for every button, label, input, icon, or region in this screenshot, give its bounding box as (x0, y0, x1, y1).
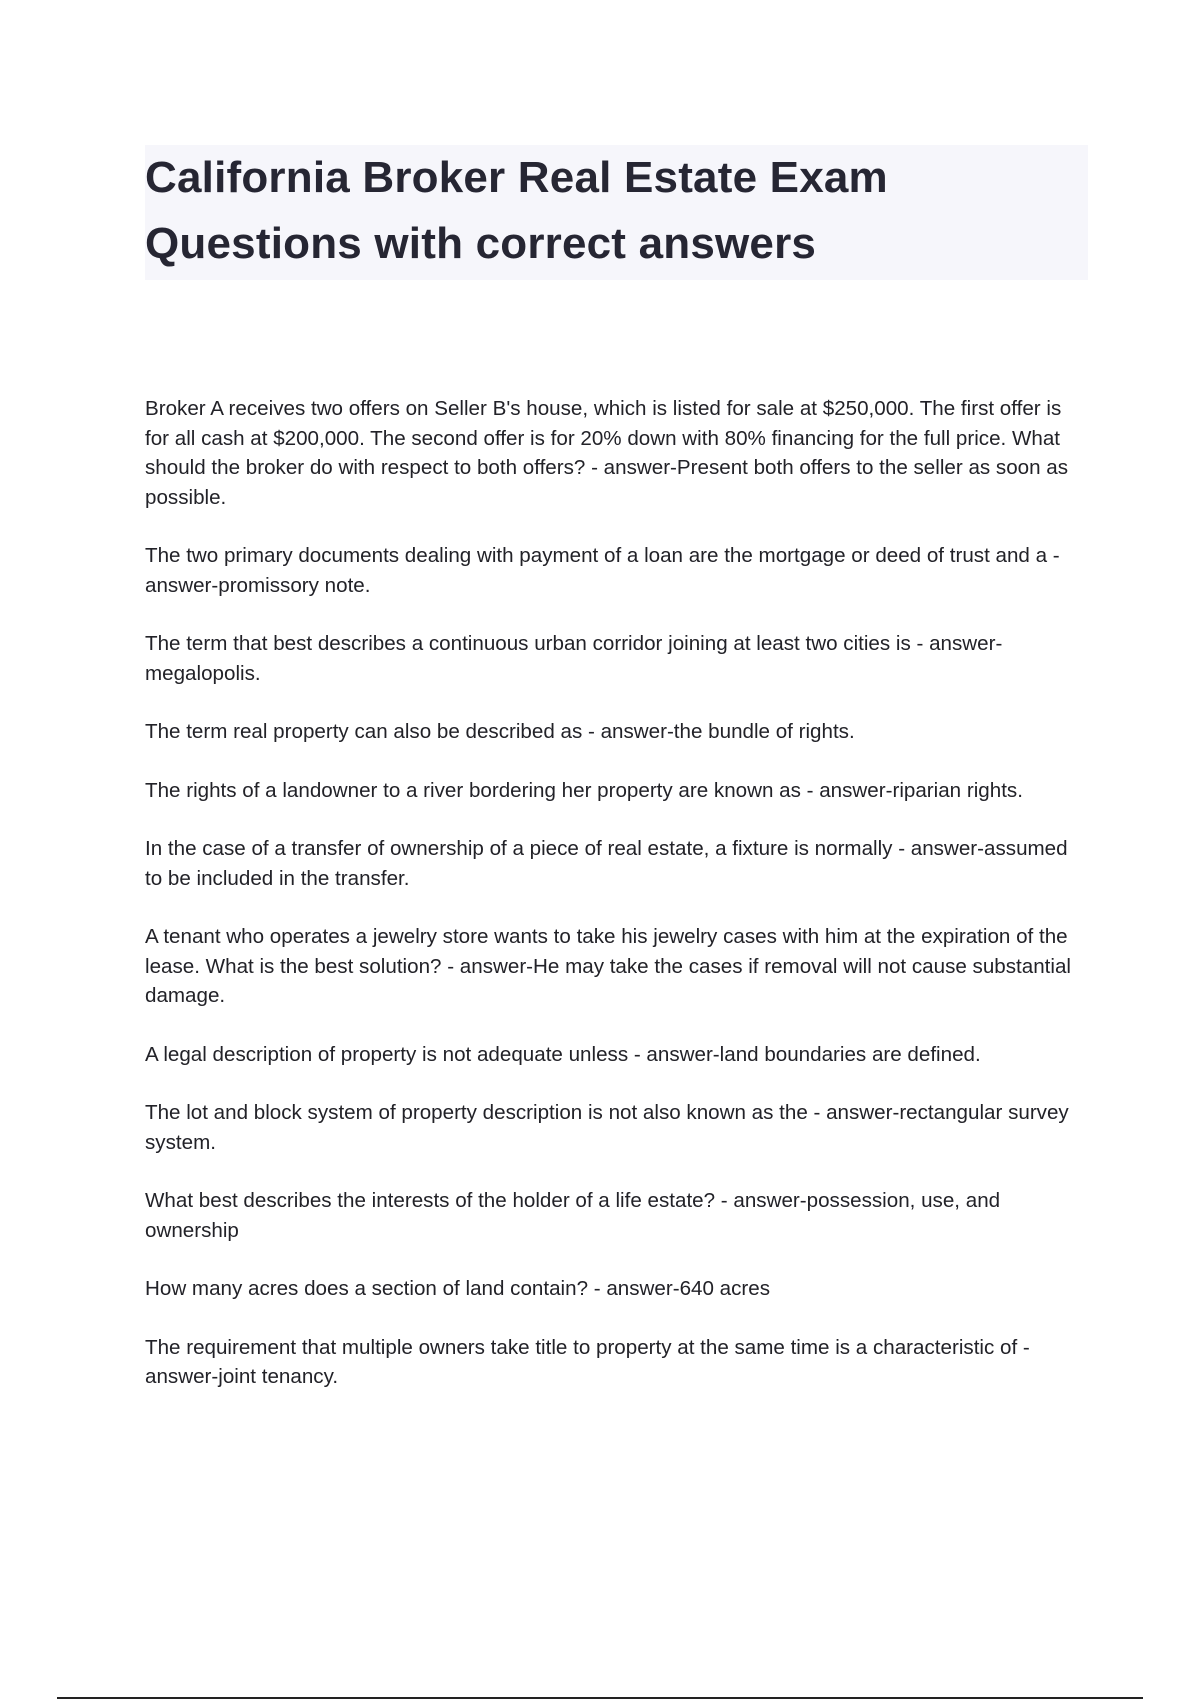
qa-item: The rights of a landowner to a river bordering her property are known as - answer-riparian rights. (145, 778, 1023, 802)
qa-item: How many acres does a section of land contain? - answer-640 acres (145, 1277, 771, 1300)
page-divider (57, 1697, 1143, 1699)
qa-list (145, 394, 1090, 1421)
qa-item: Broker A receives two offers on Seller B's house, which is listed for sale at $250,000. The first offer is for all cash at $200,000. The second offer is for 20% down with 80% financing for the full price. What should the broker do with respect to both offers? - answer-Present both offers to the seller as soon as possible. (145, 397, 1069, 509)
qa-item: The requirement that multiple owners take title to property at the same time is a characteristic of - answer-joint tenancy. (145, 1335, 1030, 1388)
title-block (145, 145, 1088, 280)
page-title: California Broker Real Estate Exam Questions with correct answers (145, 153, 888, 268)
qa-item: In the case of a transfer of ownership of a piece of real estate, a fixture is normally - answer-assumed to be included in the transfer. (145, 837, 1068, 890)
qa-item: The lot and block system of property description is not also known as the - answer-rectangular survey system. (145, 1101, 1069, 1154)
qa-item: The term that best describes a continuous urban corridor joining at least two cities is - answer-megalopolis. (145, 632, 1003, 685)
qa-item: The term real property can also be described as - answer-the bundle of rights. (145, 720, 855, 743)
qa-item: A tenant who operates a jewelry store wants to take his jewelry cases with him at the expiration of the lease. What is the best solution? - answer-He may take the cases if removal will not cause substantial damage. (145, 925, 1072, 1007)
qa-item: What best describes the interests of the holder of a life estate? - answer-possession, use, and ownership (145, 1189, 1001, 1242)
qa-item: A legal description of property is not adequate unless - answer-land boundaries are defined. (145, 1042, 981, 1066)
qa-item: The two primary documents dealing with payment of a loan are the mortgage or deed of trust and a - answer-promissory note. (145, 544, 1060, 597)
